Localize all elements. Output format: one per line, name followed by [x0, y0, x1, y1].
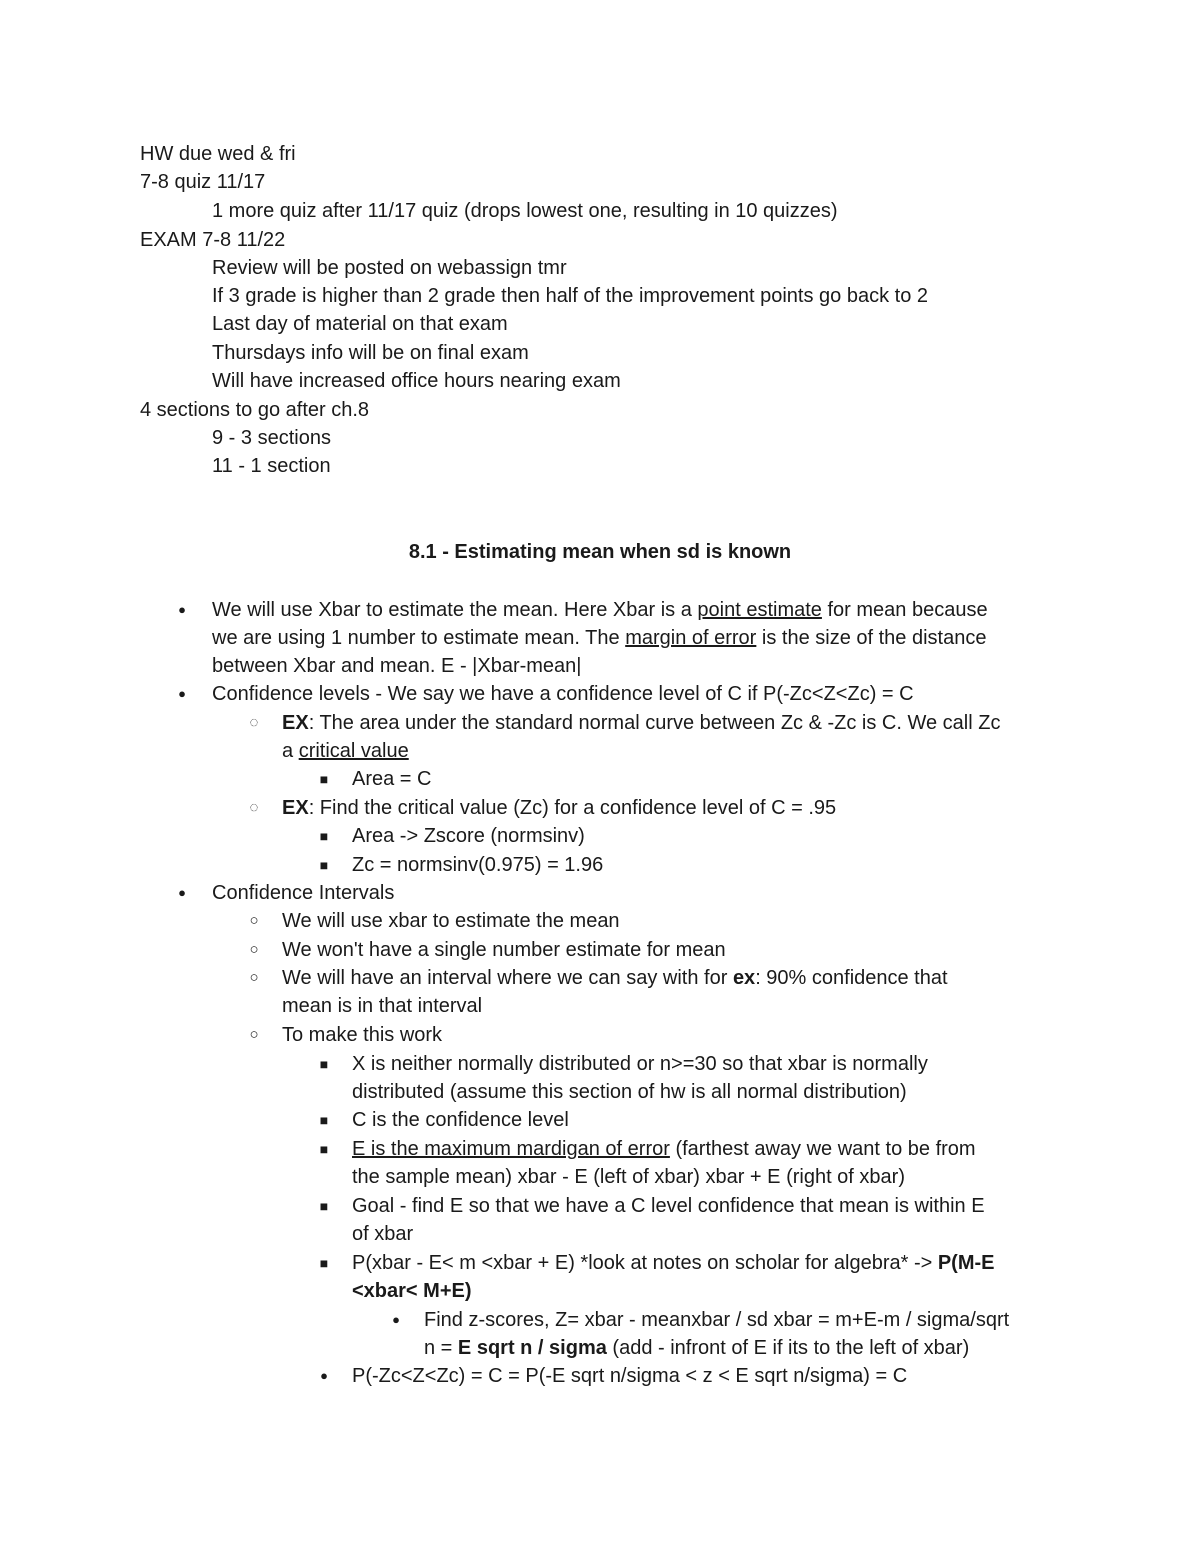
- sub-item-text: distributed (assume this section of hw is all normal distribution): [352, 1081, 907, 1103]
- sub-item-text: Zc = normsinv(0.975) = 1.96: [352, 854, 604, 876]
- text-span: (add - infront of E if its to the left of xbar): [606, 1337, 970, 1359]
- sub-bullet-text: We won't have a single number estimate for mean: [282, 939, 726, 961]
- square-bullet-icon: ■: [319, 857, 329, 873]
- square-bullet-icon: ■: [319, 771, 329, 787]
- text-span: a: [282, 740, 299, 762]
- disc-bullet-icon: ●: [392, 1312, 400, 1327]
- circle-bullet-icon: ○: [249, 912, 259, 929]
- underlined-term: E is the maximum mardigan of error: [352, 1138, 670, 1160]
- note-line: If 3 grade is higher than 2 grade then half of the improvement points go back to 2: [212, 285, 929, 307]
- text-span: is the size of the distance: [756, 627, 987, 649]
- square-bullet-icon: ■: [319, 828, 329, 844]
- sub-item-text: Area = C: [352, 768, 432, 790]
- text-span: : Find the critical value (Zc) for a confidence level of C = .95: [308, 797, 837, 819]
- example-label: EX: [282, 712, 309, 734]
- text-span: (farthest away we want to be from: [669, 1138, 976, 1160]
- note-line: EXAM 7-8 11/22: [140, 229, 286, 251]
- disc-bullet-icon: ●: [178, 686, 186, 701]
- deep-item-text: Find z-scores, Z= xbar - meanxbar / sd xbar = m+E-m / sigma/sqrt: [424, 1309, 1010, 1331]
- text-span: P(xbar - E< m <xbar + E) *look at notes on scholar for algebra* ->: [352, 1252, 938, 1274]
- text-span: : 90% confidence that: [755, 967, 948, 989]
- sub-bullet-text: To make this work: [282, 1024, 443, 1046]
- square-bullet-icon: ■: [319, 1141, 329, 1157]
- sub-item-text: [352, 1249, 995, 1277]
- circle-bullet-icon: ○: [249, 969, 259, 986]
- bold-term: ex: [732, 967, 756, 989]
- square-bullet-icon: ■: [319, 1056, 329, 1072]
- circle-bullet-icon: ○: [249, 941, 259, 958]
- sub-item-text: Area -> Zscore (normsinv): [352, 825, 585, 847]
- text-span: We will use Xbar to estimate the mean. Here Xbar is a: [212, 599, 698, 621]
- example-text: [282, 794, 836, 822]
- example-label: EX: [282, 797, 309, 819]
- note-line: Last day of material on that exam: [212, 313, 508, 335]
- bullet-text: Confidence levels - We say we have a confidence level of C if P(-Zc<Z<Zc) = C: [212, 683, 914, 705]
- note-line: 7-8 quiz 11/17: [140, 171, 266, 193]
- text-span: we are using 1 number to estimate mean. The: [212, 627, 626, 649]
- bullet-text: Confidence Intervals: [212, 882, 395, 904]
- bullet-text: between Xbar and mean. E - |Xbar-mean|: [212, 655, 582, 677]
- note-line: 9 - 3 sections: [212, 427, 331, 449]
- note-line: 1 more quiz after 11/17 quiz (drops lowest one, resulting in 10 quizzes): [212, 200, 838, 222]
- note-line: Review will be posted on webassign tmr: [212, 257, 567, 279]
- sub-item-text: X is neither normally distributed or n>=30 so that xbar is normally: [352, 1053, 928, 1075]
- sub-bullet-text: We will use xbar to estimate the mean: [282, 910, 620, 932]
- sub-bullet-text: mean is in that interval: [282, 995, 483, 1017]
- circle-bullet-icon: ○: [249, 1026, 259, 1043]
- text-span: : The area under the standard normal curve between Zc & -Zc is C. We call Zc: [308, 712, 1001, 734]
- underlined-term: point estimate: [697, 599, 822, 621]
- text-span: We will have an interval where we can say with for: [282, 967, 733, 989]
- text-span: for mean because: [821, 599, 988, 621]
- text-span: n =: [424, 1337, 458, 1359]
- note-line: HW due wed & fri: [140, 143, 296, 165]
- note-line: Will have increased office hours nearing exam: [212, 370, 621, 392]
- bold-term: <xbar< M+E): [352, 1280, 472, 1302]
- underlined-term: margin of error: [625, 627, 757, 649]
- sub-item-text: C is the confidence level: [352, 1109, 569, 1131]
- section-heading: 8.1 - Estimating mean when sd is known: [408, 541, 792, 563]
- sub-item-text: [352, 1277, 472, 1305]
- note-line: 11 - 1 section: [212, 455, 331, 477]
- disc-bullet-icon: ●: [178, 602, 186, 617]
- sub-item-text: P(-Zc<Z<Zc) = C = P(-E sqrt n/sigma < z < E sqrt n/sigma) = C: [352, 1365, 908, 1387]
- disc-bullet-icon: ●: [320, 1368, 328, 1383]
- dotted-circle-bullet-icon: ◌: [249, 799, 259, 816]
- deep-item-text: [424, 1334, 969, 1362]
- note-line: Thursdays info will be on final exam: [212, 342, 529, 364]
- square-bullet-icon: ■: [319, 1255, 329, 1271]
- dotted-circle-bullet-icon: ◌: [249, 714, 259, 731]
- underlined-term: critical value: [298, 740, 409, 762]
- example-text: [282, 737, 409, 765]
- example-text: [282, 709, 1000, 737]
- bullet-text: [212, 624, 986, 652]
- sub-item-text: the sample mean) xbar - E (left of xbar) xbar + E (right of xbar): [352, 1166, 905, 1188]
- bold-term: E sqrt n / sigma: [457, 1337, 607, 1359]
- sub-item-text: of xbar: [352, 1223, 414, 1245]
- bold-term: P(M-E: [937, 1252, 995, 1274]
- disc-bullet-icon: ●: [178, 885, 186, 900]
- square-bullet-icon: ■: [319, 1198, 329, 1214]
- bullet-text: [212, 596, 988, 624]
- square-bullet-icon: ■: [319, 1112, 329, 1128]
- sub-item-text: Goal - find E so that we have a C level confidence that mean is within E: [352, 1195, 985, 1217]
- sub-bullet-text: [282, 964, 948, 992]
- sub-item-text: [352, 1135, 976, 1163]
- note-line: 4 sections to go after ch.8: [140, 399, 370, 421]
